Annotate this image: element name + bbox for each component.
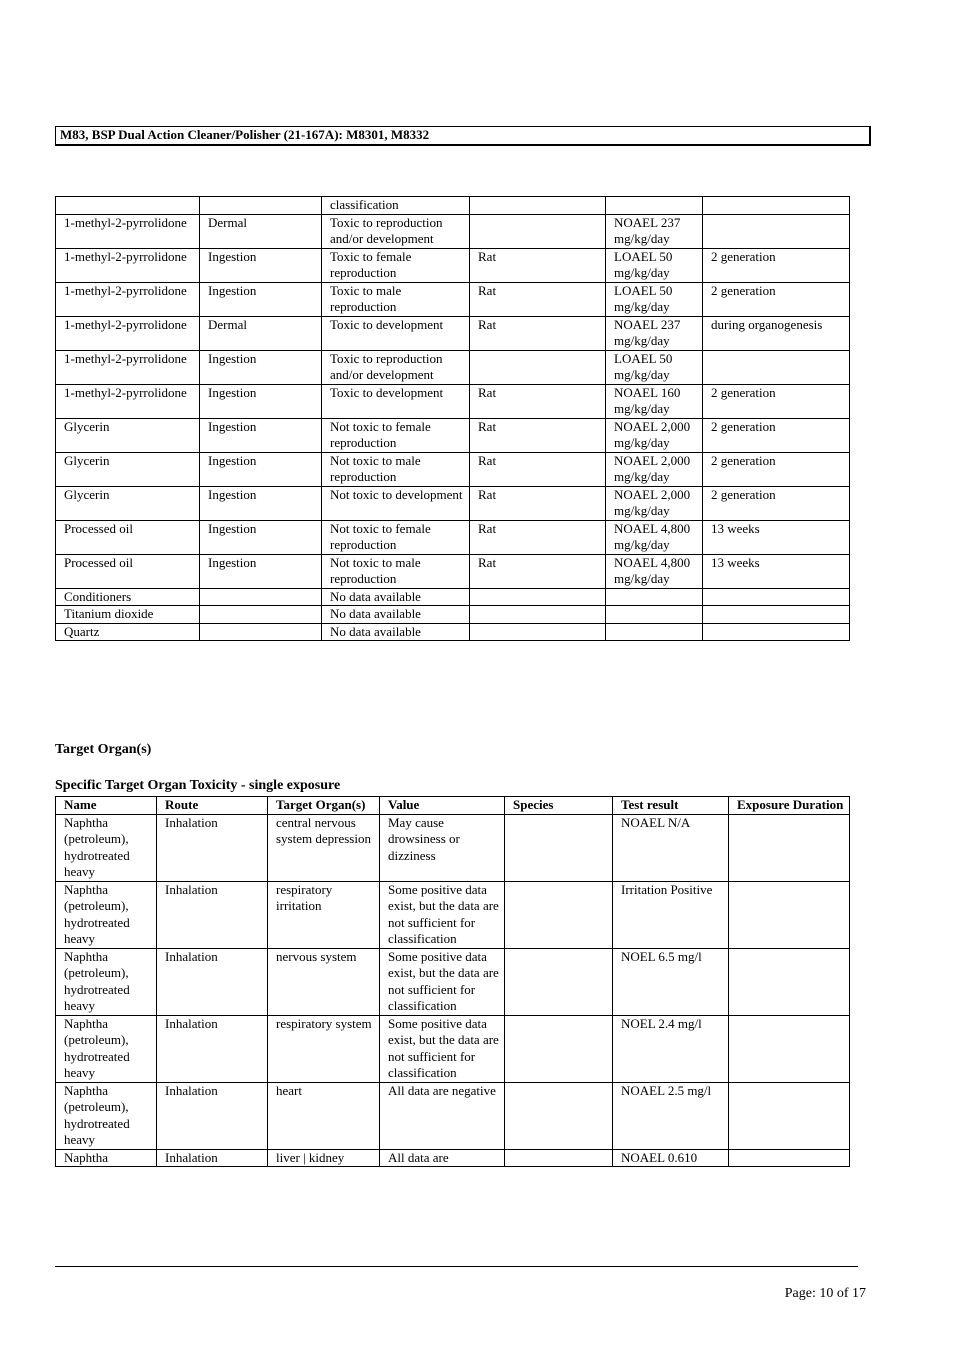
stot-single-exposure-heading: Specific Target Organ Toxicity - single exposure (55, 778, 341, 793)
column-header: Species (505, 797, 613, 815)
table-cell: Naphtha (petroleum), hydrotreated heavy (56, 814, 157, 881)
table-cell: NOAEL 2,000 mg/kg/day (606, 452, 703, 486)
table-cell (703, 350, 850, 384)
table-cell: NOAEL 2,000 mg/kg/day (606, 418, 703, 452)
table-cell (200, 623, 322, 641)
table-cell (505, 1015, 613, 1082)
table-cell: 2 generation (703, 452, 850, 486)
table-cell: Irritation Positive (613, 881, 729, 948)
table-row (56, 948, 850, 1015)
table-row (56, 197, 850, 215)
table-cell: Rat (470, 248, 606, 282)
table-cell: NOAEL 4,800 mg/kg/day (606, 520, 703, 554)
column-header: Route (157, 797, 268, 815)
table-cell: NOEL 2.4 mg/l (613, 1015, 729, 1082)
table-cell (703, 197, 850, 215)
table-cell (200, 606, 322, 624)
table-cell (470, 350, 606, 384)
table-cell: Some positive data exist, but the data are not sufficient for classification (380, 881, 505, 948)
table-cell (505, 1149, 613, 1167)
table-row (56, 452, 850, 486)
table-row (56, 606, 850, 624)
table-cell: Toxic to development (322, 384, 470, 418)
table-cell: respiratory system (268, 1015, 380, 1082)
document-header: M83, BSP Dual Action Cleaner/Polisher (21-167A): M8301, M8332 (55, 126, 871, 146)
table-row (56, 214, 850, 248)
table-cell: respiratory irritation (268, 881, 380, 948)
table-cell (606, 606, 703, 624)
table-cell: Glycerin (56, 486, 200, 520)
page-number: Page: 10 of 17 (784, 1286, 866, 1301)
table-cell: No data available (322, 588, 470, 606)
table-cell: NOAEL 2.5 mg/l (613, 1082, 729, 1149)
table-cell: Naphtha (petroleum), hydrotreated heavy (56, 881, 157, 948)
table-cell: nervous system (268, 948, 380, 1015)
table-cell: Ingestion (200, 384, 322, 418)
table-cell: All data are (380, 1149, 505, 1167)
table-cell: classification (322, 197, 470, 215)
table-cell: Processed oil (56, 554, 200, 588)
table-cell: liver | kidney (268, 1149, 380, 1167)
table-cell: Naphtha (petroleum), hydrotreated heavy (56, 1082, 157, 1149)
table-row (56, 1015, 850, 1082)
table-row (56, 1082, 850, 1149)
table-cell: Ingestion (200, 350, 322, 384)
table-row (56, 384, 850, 418)
table-cell: LOAEL 50 mg/kg/day (606, 350, 703, 384)
table-cell: Ingestion (200, 248, 322, 282)
table-cell: NOAEL 237 mg/kg/day (606, 316, 703, 350)
table-cell: Inhalation (157, 814, 268, 881)
table-cell: Not toxic to male reproduction (322, 452, 470, 486)
table-cell: Rat (470, 554, 606, 588)
table-cell (703, 606, 850, 624)
table-cell (729, 1015, 850, 1082)
table-cell: Not toxic to male reproduction (322, 554, 470, 588)
table-cell (729, 881, 850, 948)
column-header: Test result (613, 797, 729, 815)
table-cell: NOAEL 160 mg/kg/day (606, 384, 703, 418)
table-cell: during organogenesis (703, 316, 850, 350)
table-row (56, 282, 850, 316)
table-cell: LOAEL 50 mg/kg/day (606, 282, 703, 316)
table-cell: Toxic to male reproduction (322, 282, 470, 316)
table-cell: Naphtha (56, 1149, 157, 1167)
table-cell: 2 generation (703, 384, 850, 418)
table-cell (505, 1082, 613, 1149)
table-cell: 1-methyl-2-pyrrolidone (56, 316, 200, 350)
table-cell: Naphtha (petroleum), hydrotreated heavy (56, 1015, 157, 1082)
table-row (56, 418, 850, 452)
table-row (56, 248, 850, 282)
table-cell (470, 606, 606, 624)
table-cell: Ingestion (200, 554, 322, 588)
table-cell: Some positive data exist, but the data are not sufficient for classification (380, 948, 505, 1015)
table-row (56, 520, 850, 554)
footer-rule (55, 1266, 858, 1267)
table-cell: 2 generation (703, 486, 850, 520)
table-row (56, 623, 850, 641)
target-organ-heading: Target Organ(s) (55, 742, 152, 757)
table-cell: NOEL 6.5 mg/l (613, 948, 729, 1015)
table-cell (505, 881, 613, 948)
table-cell: Inhalation (157, 948, 268, 1015)
table-cell: No data available (322, 606, 470, 624)
table-cell: Rat (470, 452, 606, 486)
table-cell (606, 588, 703, 606)
table-cell (729, 1082, 850, 1149)
table-cell (606, 623, 703, 641)
table-cell: Rat (470, 282, 606, 316)
stot-single-exposure-table (55, 796, 850, 1167)
table-cell (703, 214, 850, 248)
table-cell: 13 weeks (703, 520, 850, 554)
table-cell: Inhalation (157, 1149, 268, 1167)
table-cell: NOAEL 237 mg/kg/day (606, 214, 703, 248)
table-cell: Rat (470, 486, 606, 520)
table-cell (56, 197, 200, 215)
table-cell: Naphtha (petroleum), hydrotreated heavy (56, 948, 157, 1015)
table-cell: LOAEL 50 mg/kg/day (606, 248, 703, 282)
table-cell (470, 197, 606, 215)
table-cell: Toxic to female reproduction (322, 248, 470, 282)
table-cell (505, 814, 613, 881)
table-cell: Toxic to reproduction and/or development (322, 214, 470, 248)
table-cell: NOAEL 0.610 (613, 1149, 729, 1167)
table-cell: Processed oil (56, 520, 200, 554)
table-cell (470, 588, 606, 606)
table-cell (703, 623, 850, 641)
reproductive-toxicity-table (55, 196, 850, 641)
table-cell: Dermal (200, 214, 322, 248)
table-cell: Some positive data exist, but the data are not sufficient for classification (380, 1015, 505, 1082)
table-cell: NOAEL 4,800 mg/kg/day (606, 554, 703, 588)
column-header: Value (380, 797, 505, 815)
table-row (56, 350, 850, 384)
table-cell: Rat (470, 316, 606, 350)
table-cell: Ingestion (200, 418, 322, 452)
table-cell: All data are negative (380, 1082, 505, 1149)
table-cell: heart (268, 1082, 380, 1149)
table-cell: Ingestion (200, 452, 322, 486)
table-row (56, 814, 850, 881)
table-cell: Ingestion (200, 282, 322, 316)
table-cell: 13 weeks (703, 554, 850, 588)
table-cell: Rat (470, 384, 606, 418)
table-cell: Inhalation (157, 1015, 268, 1082)
table-cell: Rat (470, 418, 606, 452)
table-cell: 2 generation (703, 282, 850, 316)
table-row (56, 1149, 850, 1167)
table-cell (470, 623, 606, 641)
column-header: Name (56, 797, 157, 815)
table-cell: 1-methyl-2-pyrrolidone (56, 282, 200, 316)
table-cell (606, 197, 703, 215)
table-cell: Titanium dioxide (56, 606, 200, 624)
table-cell: Not toxic to female reproduction (322, 418, 470, 452)
table-cell (200, 197, 322, 215)
table-row (56, 554, 850, 588)
table-cell (505, 948, 613, 1015)
table-cell: May cause drowsiness or dizziness (380, 814, 505, 881)
table-cell: Ingestion (200, 486, 322, 520)
table-cell: NOAEL N/A (613, 814, 729, 881)
table-row (56, 588, 850, 606)
column-header: Exposure Duration (729, 797, 850, 815)
table-cell: NOAEL 2,000 mg/kg/day (606, 486, 703, 520)
table-cell: Rat (470, 520, 606, 554)
table-cell: Glycerin (56, 418, 200, 452)
table-row (56, 881, 850, 948)
table-cell (470, 214, 606, 248)
table-cell: 1-methyl-2-pyrrolidone (56, 214, 200, 248)
table-cell: 1-methyl-2-pyrrolidone (56, 384, 200, 418)
table-cell: 1-methyl-2-pyrrolidone (56, 350, 200, 384)
table-cell: Toxic to development (322, 316, 470, 350)
table-cell: Ingestion (200, 520, 322, 554)
table-cell: No data available (322, 623, 470, 641)
table-row (56, 486, 850, 520)
table-cell (729, 814, 850, 881)
table-cell: 2 generation (703, 248, 850, 282)
table-cell: Toxic to reproduction and/or development (322, 350, 470, 384)
table-cell: Conditioners (56, 588, 200, 606)
table-cell: Inhalation (157, 1082, 268, 1149)
table-cell: 1-methyl-2-pyrrolidone (56, 248, 200, 282)
column-header: Target Organ(s) (268, 797, 380, 815)
table-cell: Inhalation (157, 881, 268, 948)
table-cell: 2 generation (703, 418, 850, 452)
table-cell (703, 588, 850, 606)
table-cell: Dermal (200, 316, 322, 350)
table-cell: Quartz (56, 623, 200, 641)
table-cell: central nervous system depression (268, 814, 380, 881)
table-row (56, 316, 850, 350)
table-cell: Not toxic to development (322, 486, 470, 520)
table-cell: Not toxic to female reproduction (322, 520, 470, 554)
table-cell (729, 1149, 850, 1167)
table-cell (200, 588, 322, 606)
table-cell (729, 948, 850, 1015)
table-cell: Glycerin (56, 452, 200, 486)
